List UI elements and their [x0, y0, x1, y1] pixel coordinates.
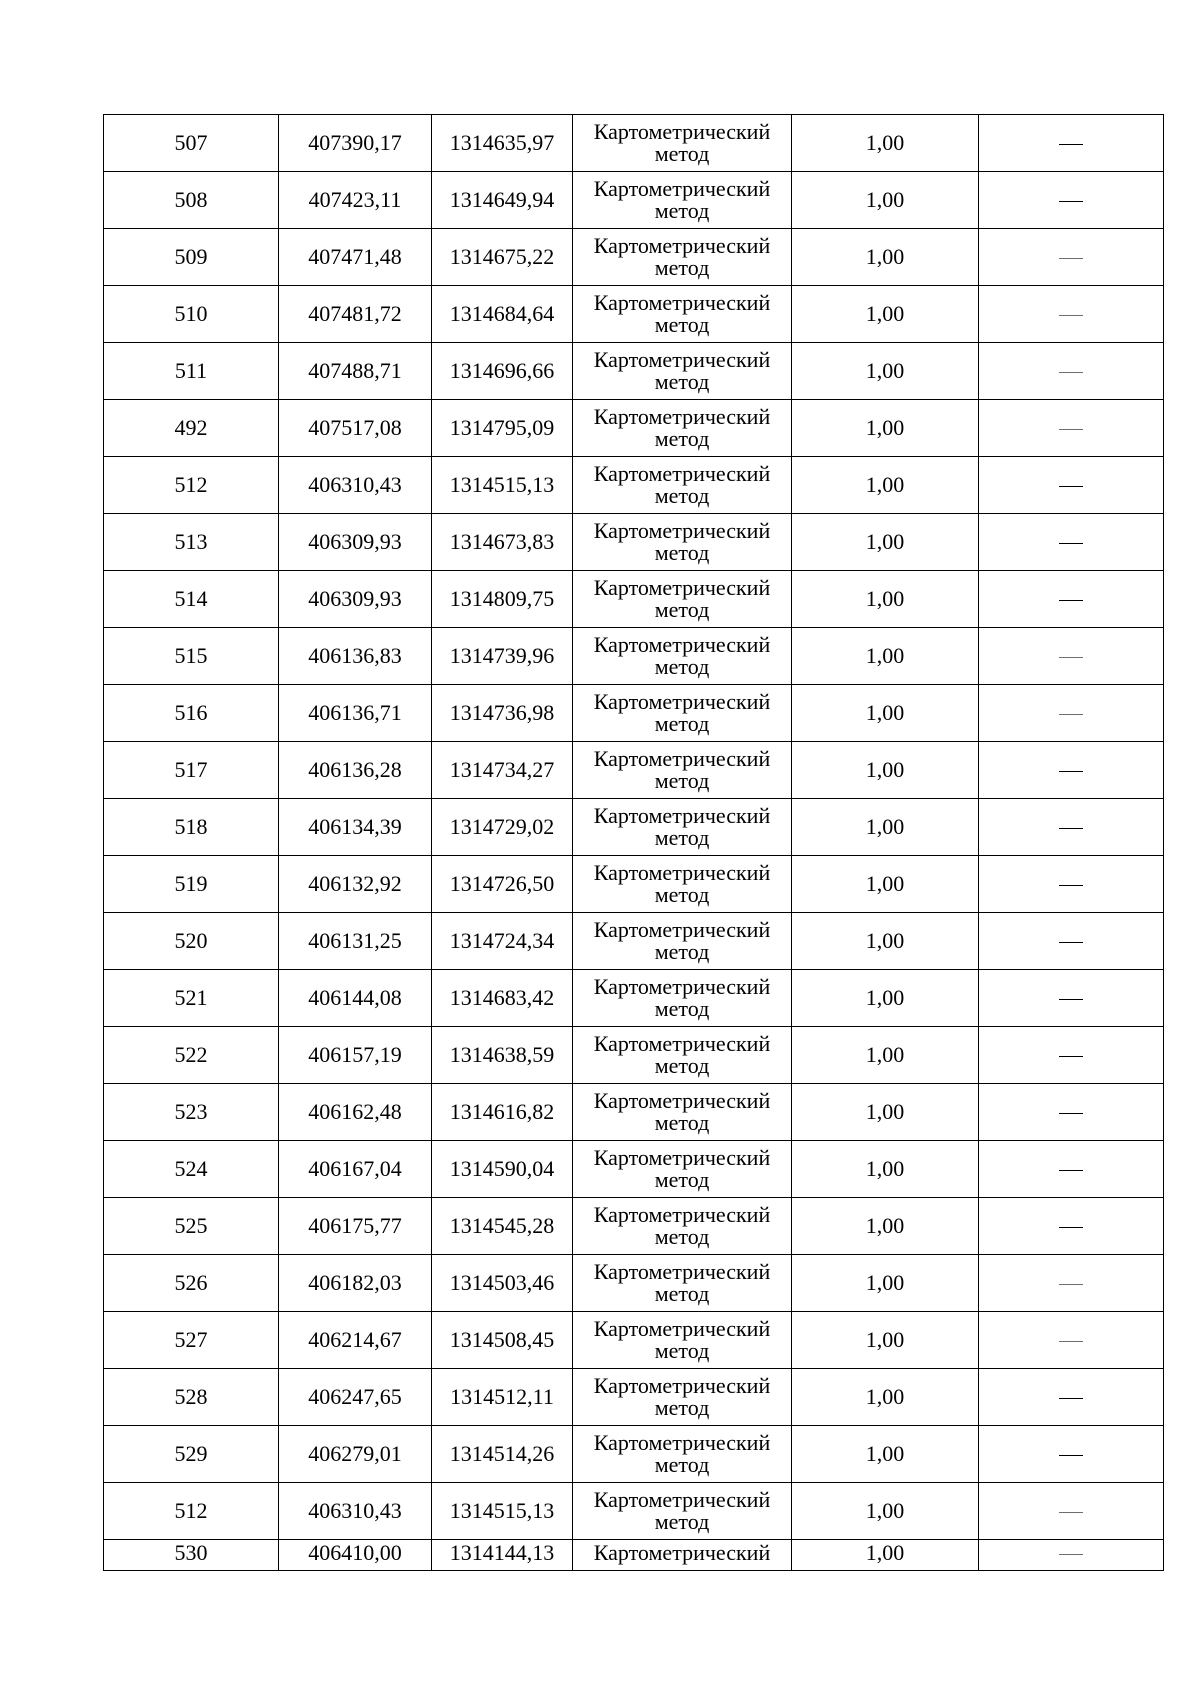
method-line-1: Картометрический: [593, 974, 771, 999]
table-row: [104, 457, 1164, 514]
description-cell: [979, 628, 1164, 685]
method-cell: [573, 172, 792, 229]
method-line-2: метод: [654, 825, 710, 850]
method-line-1: Картометрический: [593, 176, 771, 201]
dash-symbol: [1059, 486, 1083, 487]
table-row: [104, 514, 1164, 571]
table-row: [104, 799, 1164, 856]
accuracy-cell: 1,00: [792, 799, 979, 856]
method-cell: [573, 400, 792, 457]
x-coordinate-cell: 407488,71: [279, 343, 432, 400]
accuracy-cell: 1,00: [792, 1369, 979, 1426]
table-row: [104, 1426, 1164, 1483]
description-cell: [979, 457, 1164, 514]
y-coordinate-cell: 1314739,96: [432, 628, 573, 685]
table-row: [104, 1141, 1164, 1198]
point-number-cell: 513: [104, 514, 279, 571]
method-line-1: Картометрический: [593, 575, 771, 600]
method-line-1: Картометрический: [593, 632, 771, 657]
method-line-2: метод: [654, 312, 710, 337]
point-number-cell: 522: [104, 1027, 279, 1084]
accuracy-cell: 1,00: [792, 856, 979, 913]
method-line-1: Картометрический: [593, 917, 771, 942]
method-line-2: метод: [654, 1224, 710, 1249]
point-number-cell: 512: [104, 1483, 279, 1540]
accuracy-cell: 1,00: [792, 457, 979, 514]
method-line-1: Картометрический: [593, 518, 771, 543]
method-line-2: метод: [654, 426, 710, 451]
point-number-cell: 520: [104, 913, 279, 970]
description-cell: [979, 343, 1164, 400]
accuracy-cell: 1,00: [792, 1426, 979, 1483]
method-line-2: метод: [654, 255, 710, 280]
coordinates-table-body: [104, 115, 1164, 1571]
method-line-1: Картометрический: [593, 347, 771, 372]
dash-symbol: [1059, 828, 1083, 829]
accuracy-cell: 1,00: [792, 1255, 979, 1312]
method-line-1: Картометрический: [593, 1259, 771, 1284]
dash-symbol: [1059, 372, 1083, 373]
description-cell: [979, 1198, 1164, 1255]
x-coordinate-cell: 406134,39: [279, 799, 432, 856]
description-cell: [979, 799, 1164, 856]
x-coordinate-cell: 406136,71: [279, 685, 432, 742]
y-coordinate-cell: 1314736,98: [432, 685, 573, 742]
method-line-2: метод: [654, 1395, 710, 1420]
coordinates-table: [103, 114, 1164, 1571]
y-coordinate-cell: 1314515,13: [432, 1483, 573, 1540]
method-line-1: Картометрический: [593, 1031, 771, 1056]
x-coordinate-cell: 406136,28: [279, 742, 432, 799]
point-number-cell: 521: [104, 970, 279, 1027]
x-coordinate-cell: 406136,83: [279, 628, 432, 685]
point-number-cell: 507: [104, 115, 279, 172]
method-cell: [573, 514, 792, 571]
dash-symbol: [1059, 429, 1083, 430]
accuracy-cell: 1,00: [792, 1141, 979, 1198]
table-row: [104, 229, 1164, 286]
table-row: [104, 1540, 1164, 1571]
table-row: [104, 571, 1164, 628]
method-line-2: метод: [654, 768, 710, 793]
x-coordinate-cell: 407390,17: [279, 115, 432, 172]
method-cell: [573, 913, 792, 970]
table-row: [104, 742, 1164, 799]
accuracy-cell: 1,00: [792, 1483, 979, 1540]
table-row: [104, 1198, 1164, 1255]
method-cell: [573, 1255, 792, 1312]
method-line-2: метод: [654, 1281, 710, 1306]
dash-symbol: [1059, 1113, 1083, 1114]
accuracy-cell: 1,00: [792, 115, 979, 172]
table-row: [104, 343, 1164, 400]
y-coordinate-cell: 1314729,02: [432, 799, 573, 856]
table-row: [104, 1084, 1164, 1141]
description-cell: [979, 913, 1164, 970]
accuracy-cell: 1,00: [792, 628, 979, 685]
method-line-1: Картометрический: [593, 1316, 771, 1341]
method-cell: [573, 799, 792, 856]
accuracy-cell: 1,00: [792, 742, 979, 799]
method-line-2: метод: [654, 1452, 710, 1477]
method-line-2: метод: [654, 141, 710, 166]
method-cell: [573, 970, 792, 1027]
table-row: [104, 1027, 1164, 1084]
y-coordinate-cell: 1314809,75: [432, 571, 573, 628]
method-cell: [573, 286, 792, 343]
dash-symbol: [1059, 1341, 1083, 1342]
dash-symbol: [1059, 1398, 1083, 1399]
method-line-1: Картометрический: [593, 233, 771, 258]
description-cell: [979, 286, 1164, 343]
method-cell: [573, 1084, 792, 1141]
method-line-1: Картометрический: [593, 746, 771, 771]
point-number-cell: 527: [104, 1312, 279, 1369]
accuracy-cell: 1,00: [792, 286, 979, 343]
y-coordinate-cell: 1314590,04: [432, 1141, 573, 1198]
method-line-1: Картометрический: [593, 803, 771, 828]
dash-symbol: [1059, 1455, 1083, 1456]
method-cell: [573, 1027, 792, 1084]
method-cell: [573, 571, 792, 628]
table-row: [104, 628, 1164, 685]
point-number-cell: 511: [104, 343, 279, 400]
accuracy-cell: 1,00: [792, 1198, 979, 1255]
method-line-2: метод: [654, 654, 710, 679]
dash-symbol: [1059, 1284, 1083, 1285]
accuracy-cell: 1,00: [792, 1540, 979, 1571]
y-coordinate-cell: 1314726,50: [432, 856, 573, 913]
method-cell: [573, 1426, 792, 1483]
x-coordinate-cell: 407481,72: [279, 286, 432, 343]
description-cell: [979, 1483, 1164, 1540]
method-line-2: метод: [654, 1167, 710, 1192]
x-coordinate-cell: 406247,65: [279, 1369, 432, 1426]
accuracy-cell: 1,00: [792, 172, 979, 229]
x-coordinate-cell: 406309,93: [279, 514, 432, 571]
method-cell: [573, 1540, 792, 1571]
description-cell: [979, 1027, 1164, 1084]
description-cell: [979, 1369, 1164, 1426]
x-coordinate-cell: 407423,11: [279, 172, 432, 229]
table-row: [104, 856, 1164, 913]
x-coordinate-cell: 406157,19: [279, 1027, 432, 1084]
dash-symbol: [1059, 1056, 1083, 1057]
description-cell: [979, 1255, 1164, 1312]
point-number-cell: 518: [104, 799, 279, 856]
y-coordinate-cell: 1314144,13: [432, 1540, 573, 1571]
method-line-2: метод: [654, 1338, 710, 1363]
point-number-cell: 526: [104, 1255, 279, 1312]
method-line-2: метод: [654, 369, 710, 394]
method-cell: [573, 1483, 792, 1540]
method-line-1: Картометрический: [593, 860, 771, 885]
x-coordinate-cell: 406131,25: [279, 913, 432, 970]
x-coordinate-cell: 406279,01: [279, 1426, 432, 1483]
accuracy-cell: 1,00: [792, 514, 979, 571]
description-cell: [979, 172, 1164, 229]
table-row: [104, 1369, 1164, 1426]
y-coordinate-cell: 1314649,94: [432, 172, 573, 229]
method-cell: [573, 1312, 792, 1369]
y-coordinate-cell: 1314503,46: [432, 1255, 573, 1312]
method-line-1: Картометрический: [593, 461, 771, 486]
method-cell: [573, 1141, 792, 1198]
description-cell: [979, 1084, 1164, 1141]
method-line-2: метод: [654, 1053, 710, 1078]
point-number-cell: 529: [104, 1426, 279, 1483]
description-cell: [979, 400, 1164, 457]
method-line-1: Картометрический: [593, 119, 771, 144]
x-coordinate-cell: 406410,00: [279, 1540, 432, 1571]
dash-symbol: [1059, 600, 1083, 601]
dash-symbol: [1059, 1227, 1083, 1228]
point-number-cell: 492: [104, 400, 279, 457]
table-row: [104, 172, 1164, 229]
y-coordinate-cell: 1314696,66: [432, 343, 573, 400]
point-number-cell: 510: [104, 286, 279, 343]
y-coordinate-cell: 1314675,22: [432, 229, 573, 286]
method-line-1: Картометрический: [593, 1487, 771, 1512]
accuracy-cell: 1,00: [792, 1312, 979, 1369]
x-coordinate-cell: 406309,93: [279, 571, 432, 628]
method-line-2: метод: [654, 540, 710, 565]
y-coordinate-cell: 1314683,42: [432, 970, 573, 1027]
x-coordinate-cell: 406132,92: [279, 856, 432, 913]
method-cell: [573, 115, 792, 172]
method-cell: [573, 856, 792, 913]
method-line-2: метод: [654, 198, 710, 223]
description-cell: [979, 571, 1164, 628]
method-line-2: метод: [654, 597, 710, 622]
description-cell: [979, 514, 1164, 571]
y-coordinate-cell: 1314508,45: [432, 1312, 573, 1369]
accuracy-cell: 1,00: [792, 685, 979, 742]
y-coordinate-cell: 1314638,59: [432, 1027, 573, 1084]
point-number-cell: 523: [104, 1084, 279, 1141]
y-coordinate-cell: 1314734,27: [432, 742, 573, 799]
method-line-2: метод: [654, 711, 710, 736]
point-number-cell: 528: [104, 1369, 279, 1426]
accuracy-cell: 1,00: [792, 343, 979, 400]
table-row: [104, 1255, 1164, 1312]
point-number-cell: 515: [104, 628, 279, 685]
y-coordinate-cell: 1314795,09: [432, 400, 573, 457]
table-row: [104, 115, 1164, 172]
description-cell: [979, 115, 1164, 172]
y-coordinate-cell: 1314512,11: [432, 1369, 573, 1426]
description-cell: [979, 1426, 1164, 1483]
x-coordinate-cell: 406310,43: [279, 1483, 432, 1540]
method-line-2: метод: [654, 996, 710, 1021]
description-cell: [979, 1540, 1164, 1571]
description-cell: [979, 1141, 1164, 1198]
method-line-1: Картометрический: [593, 1202, 771, 1227]
x-coordinate-cell: 406144,08: [279, 970, 432, 1027]
dash-symbol: [1059, 144, 1083, 145]
x-coordinate-cell: 406175,77: [279, 1198, 432, 1255]
accuracy-cell: 1,00: [792, 913, 979, 970]
y-coordinate-cell: 1314545,28: [432, 1198, 573, 1255]
point-number-cell: 519: [104, 856, 279, 913]
dash-symbol: [1059, 258, 1083, 259]
point-number-cell: 530: [104, 1540, 279, 1571]
table-row: [104, 286, 1164, 343]
table-row: [104, 913, 1164, 970]
dash-symbol: [1059, 201, 1083, 202]
table-row: [104, 970, 1164, 1027]
method-line-1: Картометрический: [593, 1430, 771, 1455]
dash-symbol: [1059, 885, 1083, 886]
table-row: [104, 1483, 1164, 1540]
y-coordinate-cell: 1314724,34: [432, 913, 573, 970]
dash-symbol: [1059, 657, 1083, 658]
description-cell: [979, 856, 1164, 913]
method-cell: [573, 343, 792, 400]
method-cell: [573, 742, 792, 799]
dash-symbol: [1059, 1512, 1083, 1513]
x-coordinate-cell: 406310,43: [279, 457, 432, 514]
y-coordinate-cell: 1314684,64: [432, 286, 573, 343]
x-coordinate-cell: 406214,67: [279, 1312, 432, 1369]
method-line-1: Картометрический: [593, 404, 771, 429]
point-number-cell: 516: [104, 685, 279, 742]
accuracy-cell: 1,00: [792, 1084, 979, 1141]
point-number-cell: 524: [104, 1141, 279, 1198]
point-number-cell: 512: [104, 457, 279, 514]
method-line-1: Картометрический: [593, 1145, 771, 1170]
description-cell: [979, 1312, 1164, 1369]
method-line-1: Картометрический: [593, 1373, 771, 1398]
y-coordinate-cell: 1314515,13: [432, 457, 573, 514]
dash-symbol: [1059, 771, 1083, 772]
method-cell: [573, 229, 792, 286]
description-cell: [979, 970, 1164, 1027]
y-coordinate-cell: 1314635,97: [432, 115, 573, 172]
point-number-cell: 525: [104, 1198, 279, 1255]
y-coordinate-cell: 1314673,83: [432, 514, 573, 571]
method-cell: [573, 1369, 792, 1426]
y-coordinate-cell: 1314514,26: [432, 1426, 573, 1483]
dash-symbol: [1059, 315, 1083, 316]
x-coordinate-cell: 406182,03: [279, 1255, 432, 1312]
dash-symbol: [1059, 1554, 1083, 1555]
method-line-1: Картометрический: [593, 1540, 771, 1565]
description-cell: [979, 742, 1164, 799]
table-row: [104, 685, 1164, 742]
x-coordinate-cell: 406167,04: [279, 1141, 432, 1198]
method-line-2: метод: [654, 1110, 710, 1135]
dash-symbol: [1059, 942, 1083, 943]
accuracy-cell: 1,00: [792, 1027, 979, 1084]
description-cell: [979, 685, 1164, 742]
table-row: [104, 400, 1164, 457]
point-number-cell: 509: [104, 229, 279, 286]
point-number-cell: 514: [104, 571, 279, 628]
point-number-cell: 517: [104, 742, 279, 799]
accuracy-cell: 1,00: [792, 400, 979, 457]
point-number-cell: 508: [104, 172, 279, 229]
method-cell: [573, 628, 792, 685]
dash-symbol: [1059, 999, 1083, 1000]
dash-symbol: [1059, 543, 1083, 544]
method-line-2: метод: [654, 1509, 710, 1534]
method-cell: [573, 1198, 792, 1255]
x-coordinate-cell: 406162,48: [279, 1084, 432, 1141]
x-coordinate-cell: 407471,48: [279, 229, 432, 286]
description-cell: [979, 229, 1164, 286]
method-cell: [573, 457, 792, 514]
method-line-1: Картометрический: [593, 1088, 771, 1113]
method-line-1: Картометрический: [593, 290, 771, 315]
y-coordinate-cell: 1314616,82: [432, 1084, 573, 1141]
method-cell: [573, 685, 792, 742]
table-row: [104, 1312, 1164, 1369]
accuracy-cell: 1,00: [792, 229, 979, 286]
dash-symbol: [1059, 1170, 1083, 1171]
x-coordinate-cell: 407517,08: [279, 400, 432, 457]
dash-symbol: [1059, 714, 1083, 715]
method-line-2: метод: [654, 939, 710, 964]
accuracy-cell: 1,00: [792, 571, 979, 628]
method-line-1: Картометрический: [593, 689, 771, 714]
method-line-2: метод: [654, 882, 710, 907]
method-line-2: метод: [654, 483, 710, 508]
accuracy-cell: 1,00: [792, 970, 979, 1027]
